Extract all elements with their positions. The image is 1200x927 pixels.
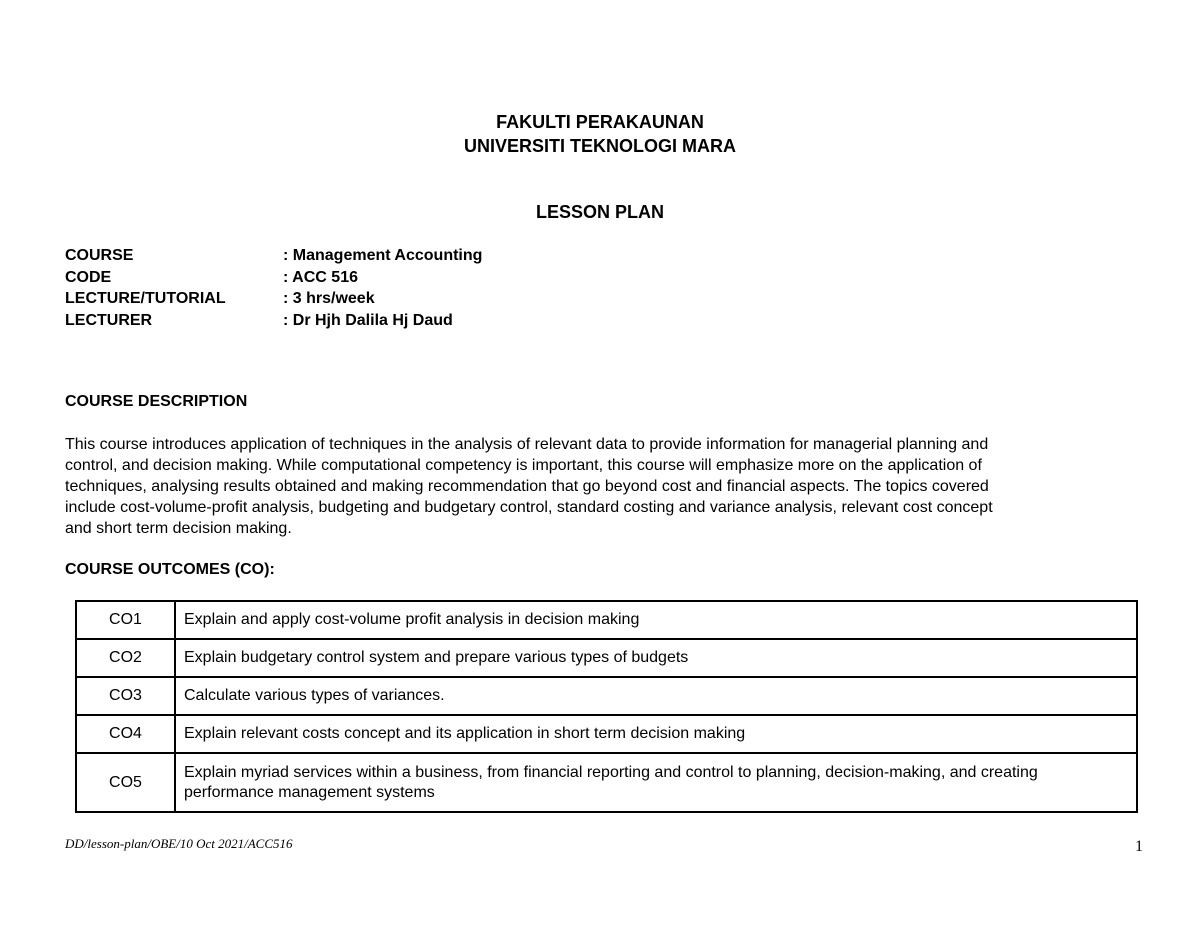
description-line: include cost-volume-profit analysis, budgeting and budgetary control, standard costing and variance analysis, relevant cost concept <box>65 499 993 516</box>
co-code-cell: CO4 <box>76 715 175 753</box>
table-row <box>76 677 1137 715</box>
lecturer-info-row <box>65 310 482 332</box>
table-row <box>76 753 1137 812</box>
table-row <box>76 601 1137 639</box>
course-outcomes-table <box>75 600 1138 813</box>
lecture-info-row <box>65 288 482 310</box>
description-line: and short term decision making. <box>65 520 292 537</box>
code-value: : ACC 516 <box>283 268 358 286</box>
co-code-cell: CO1 <box>76 601 175 639</box>
lecture-tutorial-value: : 3 hrs/week <box>283 290 375 307</box>
code-info-row <box>65 267 482 289</box>
course-value: : Management Accounting <box>283 247 483 264</box>
table-row <box>76 715 1137 753</box>
lecture-tutorial-label: LECTURE/TUTORIAL <box>65 290 226 307</box>
course-description-text <box>65 434 1135 539</box>
co-description-cell: Explain budgetary control system and prepare various types of budgets <box>175 639 1137 677</box>
co-code-cell: CO2 <box>76 639 175 677</box>
co-code-cell: CO5 <box>76 753 175 812</box>
code-label: CODE <box>65 268 112 286</box>
course-description-heading: COURSE DESCRIPTION <box>65 393 248 410</box>
table-row <box>76 639 1137 677</box>
co-code-cell: CO3 <box>76 677 175 715</box>
description-line: This course introduces application of techniques in the analysis of relevant data to provide information for managerial planning and <box>65 436 989 453</box>
co-description-cell: Calculate various types of variances. <box>175 677 1137 715</box>
course-outcomes-heading: COURSE OUTCOMES (CO): <box>65 561 275 578</box>
description-line: techniques, analysing results obtained and making recommendation that go beyond cost and financial aspects. The topics covered <box>65 478 989 495</box>
university-name: UNIVERSITI TEKNOLOGI MARA <box>463 136 736 156</box>
document-reference: DD/lesson-plan/OBE/10 Oct 2021/ACC516 <box>65 836 293 851</box>
co-description-cell: Explain and apply cost-volume profit analysis in decision making <box>175 601 1137 639</box>
course-info <box>65 245 482 331</box>
lecturer-label: LECTURER <box>65 311 153 329</box>
description-line: control, and decision making. While computational competency is important, this course will emphasize more on the application of <box>65 457 982 474</box>
co-description-cell: Explain myriad services within a business, from financial reporting and control to planning, decision-making, and creating performance management systems <box>175 753 1137 812</box>
page-number: 1 <box>1135 838 1143 855</box>
document-title: LESSON PLAN <box>535 202 664 222</box>
faculty-name: FAKULTI PERAKAUNAN <box>496 112 704 132</box>
lecturer-value: : Dr Hjh Dalila Hj Daud <box>283 311 453 329</box>
course-info-row <box>65 245 482 267</box>
course-label: COURSE <box>65 247 134 264</box>
co-description-cell: Explain relevant costs concept and its application in short term decision making <box>175 715 1137 753</box>
